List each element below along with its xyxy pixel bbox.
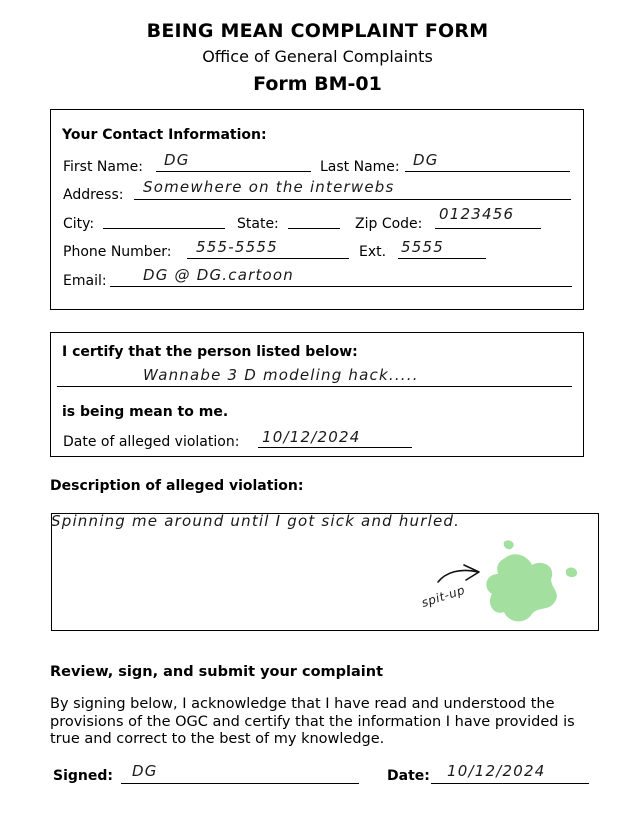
vomit-splat-icon [486,554,556,621]
vomit-drop-icon [566,567,577,577]
email-label: Email: [63,273,107,289]
ext-value: 5555 [401,238,444,256]
state-field[interactable] [288,228,340,229]
email-field[interactable] [110,286,572,287]
acknowledgement-text: By signing below, I acknowledge that I have read and understood the provisions of the OGC and certify that the information I have provided is true and correct to the best of my knowledge. [50,696,575,747]
first-name-label: First Name: [63,159,143,175]
sign-date-label: Date: [387,768,430,784]
address-field[interactable] [134,199,571,200]
certify-heading: I certify that the person listed below: [62,344,358,360]
state-label: State: [237,216,279,232]
ext-label: Ext. [359,244,387,260]
form-subtitle: Office of General Complaints [202,47,433,66]
accused-person-field[interactable] [57,386,572,387]
spit-up-label: spit-up [419,582,467,610]
violation-date-label: Date of alleged violation: [63,434,240,450]
address-value: Somewhere on the interwebs [143,178,395,196]
city-label: City: [63,216,95,232]
zip-code-value: 0123456 [439,205,515,223]
arrowhead-icon [464,565,479,580]
signed-label: Signed: [53,768,113,784]
violation-date-value: 10/12/2024 [262,428,361,446]
zip-code-field[interactable] [435,228,541,229]
description-value: Spinning me around until I got sick and hurled. [51,512,461,530]
address-label: Address: [63,187,124,203]
phone-number-field[interactable] [187,258,349,259]
first-name-field[interactable] [156,171,311,172]
spit-up-doodle [420,530,590,630]
contact-info-heading: Your Contact Information: [62,127,267,143]
review-heading: Review, sign, and submit your complaint [50,664,384,680]
city-field[interactable] [103,228,225,229]
form-number: Form BM-01 [253,73,382,95]
sign-date-value: 10/12/2024 [447,762,546,780]
violation-date-field[interactable] [258,447,412,448]
last-name-value: DG [413,151,439,169]
phone-number-label: Phone Number: [63,244,172,260]
vomit-drop-icon [504,540,514,549]
phone-number-value: 555-5555 [196,238,278,256]
zip-code-label: Zip Code: [355,216,423,232]
signature-field[interactable] [121,783,359,784]
first-name-value: DG [164,151,190,169]
sign-date-field[interactable] [431,783,589,784]
description-heading: Description of alleged violation: [50,478,304,494]
being-mean-text: is being mean to me. [62,404,229,420]
signature-value: DG [132,762,158,780]
email-value: DG @ DG.cartoon [143,266,295,284]
ext-field[interactable] [398,258,486,259]
form-title: BEING MEAN COMPLAINT FORM [146,20,489,42]
last-name-field[interactable] [405,171,570,172]
accused-person-value: Wannabe 3 D modeling hack..... [143,366,419,384]
last-name-label: Last Name: [320,159,400,175]
